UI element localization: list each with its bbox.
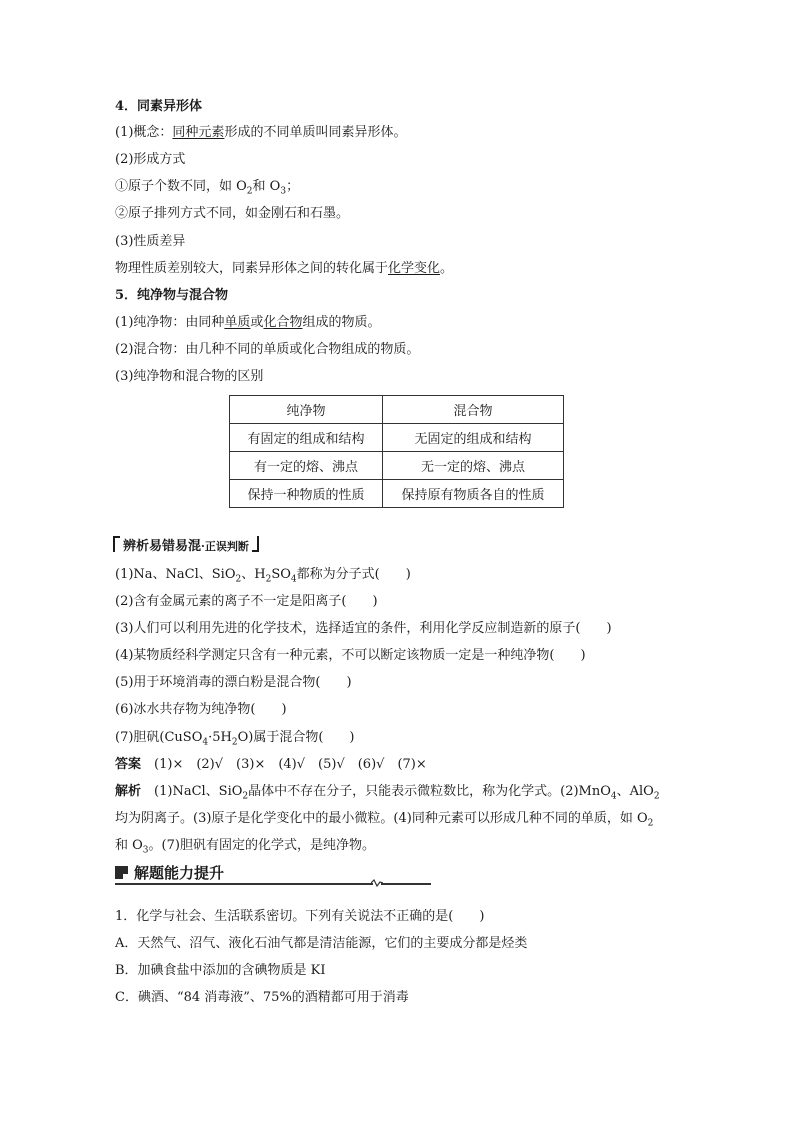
text: 。(7)胆矾有固定的化学式，是纯净物。 [148, 838, 375, 853]
subscript: 2 [265, 574, 272, 585]
text: O)属于混合物( ) [237, 730, 355, 745]
s4-line-5: (3)性质差异 [115, 234, 186, 249]
subscript: 3 [142, 845, 149, 856]
text: 物理性质差别较大，同素异形体之间的转化属于 [115, 261, 389, 276]
table-row [230, 452, 564, 480]
text: 、AlO [616, 784, 654, 799]
subscript: 4 [610, 791, 617, 802]
table-cell: 有一定的熔、沸点 [230, 452, 383, 480]
text: 和 O [115, 838, 143, 853]
text: 均为阴离子。(3)原子是化学变化中的最小微粒。(4)同种元素可以形成几种不同的单质，如 O [115, 811, 648, 826]
text: ·5H [208, 730, 232, 745]
text: ； [286, 179, 300, 194]
section-5-title: 5．纯净物与混合物 [115, 288, 229, 303]
subscript: 2 [242, 791, 249, 802]
judge-q1 [115, 565, 411, 590]
explanation-label: 解析 [115, 784, 142, 799]
subscript: 2 [653, 791, 660, 802]
comparison-table [229, 395, 564, 508]
text: 或 [250, 315, 264, 330]
text: SO [271, 567, 291, 582]
bracket-right-icon [252, 536, 259, 552]
judge-q5: (5)用于环境消毒的漂白粉是混合物( ) [115, 675, 352, 690]
section-heading [115, 862, 224, 883]
judge-q3: (3)人们可以利用先进的化学技术，选择适宜的条件，利用化学反应制造新的原子( ) [115, 621, 612, 636]
s4-line-4: ②原子排列方式不同，如金刚石和石墨。 [115, 206, 350, 221]
s4-line-3 [115, 177, 299, 202]
s5-line-3: (3)纯净物和混合物的区别 [115, 369, 264, 384]
table-row [230, 424, 564, 452]
judge-title [113, 535, 259, 554]
subscript: 2 [231, 737, 238, 748]
text: ·正误判断 [201, 540, 249, 553]
text: 都称为分子式( ) [296, 567, 411, 582]
text: (1)纯净物：由同种 [115, 315, 225, 330]
question-1-option-c: C．碘酒、“84 消毒液”、75%的酒精都可用于消毒 [115, 990, 409, 1005]
judge-q7 [115, 728, 354, 753]
question-1-option-a: A．天然气、沼气、液化石油气都是清洁能源，它们的主要成分都是烃类 [115, 936, 528, 951]
underlined-term: 同种元素 [172, 125, 225, 140]
judge-q6: (6)冰水共存物为纯净物( ) [115, 702, 287, 717]
bracket-left-icon [113, 536, 120, 552]
underlined-term: 化合物 [263, 315, 303, 330]
wave-notch-icon [373, 879, 381, 887]
text: 晶体中不存在分子，只能表示微粒数比，称为化学式。(2)MnO [248, 784, 611, 799]
text: 、H [241, 567, 266, 582]
text: (1)概念： [115, 125, 173, 140]
explanation-line-3 [115, 836, 375, 861]
answer-line [115, 755, 427, 775]
text: (1)Na、NaCl、SiO [115, 567, 236, 582]
judge-q4: (4)某物质经科学测定只含有一种元素，不可以断定该物质一定是一种纯净物( ) [115, 648, 586, 663]
text: 。 [440, 261, 454, 276]
explanation-line-2 [115, 809, 653, 834]
s4-line-1 [115, 123, 406, 143]
table-header-cell: 混合物 [383, 396, 564, 424]
subscript: 4 [290, 574, 297, 585]
judge-q2: (2)含有金属元素的离子不一定是阳离子( ) [115, 594, 378, 609]
section-marker-icon [115, 866, 128, 879]
table-header-row [230, 396, 564, 424]
text: ①原子个数不同，如 O [115, 179, 247, 194]
subscript: 2 [647, 818, 654, 829]
s5-line-1 [115, 313, 380, 333]
table-header-cell: 纯净物 [230, 396, 383, 424]
table-cell: 无一定的熔、沸点 [383, 452, 564, 480]
text: 辨析易错易混 [123, 539, 202, 554]
subscript: 3 [280, 186, 287, 197]
s4-line-6 [115, 259, 453, 279]
underlined-term: 单质 [224, 315, 251, 330]
text: 组成的物质。 [302, 315, 381, 330]
table-cell: 保持原有物质各自的性质 [383, 480, 564, 508]
subscript: 4 [202, 737, 209, 748]
section-title: 解题能力提升 [134, 864, 225, 882]
table-cell: 有固定的组成和结构 [230, 424, 383, 452]
subscript: 2 [235, 574, 242, 585]
answer-label: 答案 [115, 757, 142, 772]
s5-line-2: (2)混合物：由几种不同的单质或化合物组成的物质。 [115, 342, 420, 357]
question-1-stem: 1．化学与社会、生活联系密切。下列有关说法不正确的是( ) [115, 909, 485, 924]
subscript: 2 [246, 186, 253, 197]
table-row [230, 480, 564, 508]
explanation-line-1 [115, 782, 660, 807]
table-cell: 保持一种物质的性质 [230, 480, 383, 508]
table-cell: 无固定的组成和结构 [383, 424, 564, 452]
section-divider [115, 883, 431, 885]
text: 形成的不同单质叫同素异形体。 [224, 125, 407, 140]
underlined-term: 化学变化 [388, 261, 441, 276]
section-4-title: 4．同素异形体 [115, 99, 203, 114]
answer-text: (1)× (2)√ (3)× (4)√ (5)√ (6)√ (7)× [154, 757, 427, 772]
text: (1)NaCl、SiO [154, 784, 243, 799]
text: 和 O [252, 179, 281, 194]
s4-line-2: (2)形成方式 [115, 152, 186, 167]
text: (7)胆矾(CuSO [115, 730, 203, 745]
question-1-option-b: B．加碘食盐中添加的含碘物质是 KI [115, 963, 326, 978]
